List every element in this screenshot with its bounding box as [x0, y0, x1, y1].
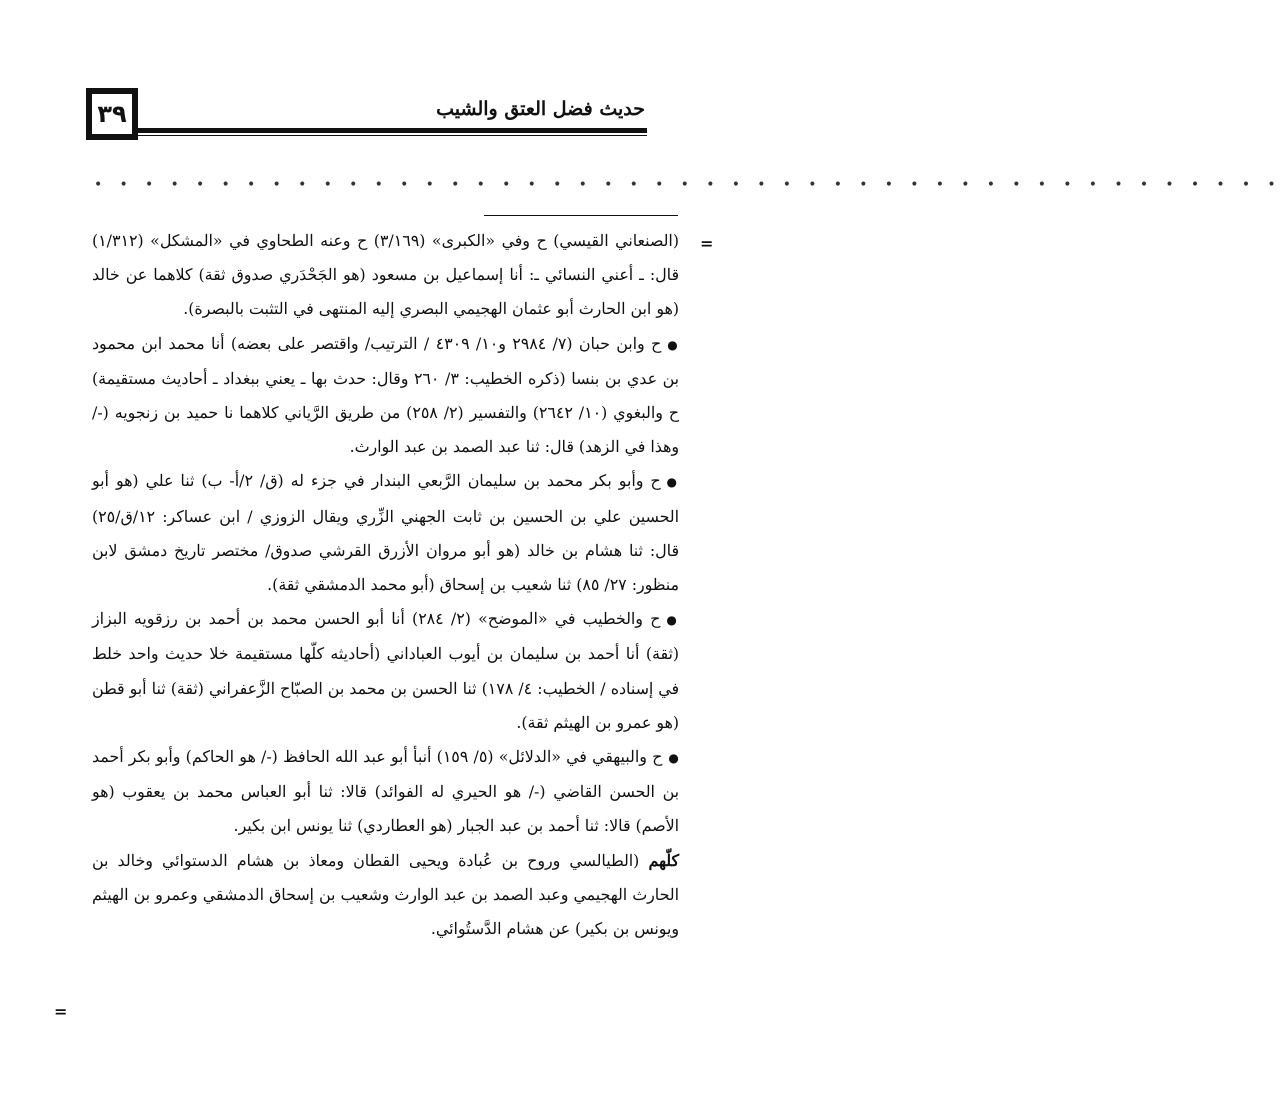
paragraph-6-keyword: كلّهم — [648, 850, 679, 870]
bullet-icon: ● — [666, 475, 679, 490]
margin-mark-bottom: = — [54, 1002, 68, 1021]
paragraph-3-text: ح وأبو بكر محمد بن سليمان الرَّبعي البندار في جزء له (ق/ ٢/أ- ب) ثنا علي (هو أبو الحسين علي بن الحسين بن ثابت الجهني الزِّري ويقال الزوزي / ابن عساكر: ١٢/ق/٢٥) قال: ثنا هشام بن خالد (هو أبو مروان الأزرق القرشي صدوق/ مختصر تاريخ دمشق لابن منظور: ٢٧/ ٨٥) ثنا شعيب بن إسحاق (أبو محمد الدمشقي ثقة). — [92, 471, 679, 595]
margin-mark-top: = — [700, 234, 714, 253]
paragraph-2-text: ح وابن حبان (٧/ ٢٩٨٤ و١٠/ ٤٣٠٩ / الترتيب/ واقتصر على بعضه) أنا محمد ابن محمود بن عدي بن بنسا (ذكره الخطيب: ٣/ ٢٦٠ وقال: حدث بها ـ يعني ببغداد ـ أحاديث مستقيمة) ح والبغوي (١٠/ ٢٦٤٢) والتفسير (٢/ ٢٥٨) من طريق الرَّياني كلاهما نا حميد بن زنجويه (-/ وهذا في الزهد) قال: ثنا عبد الصمد بن عبد الوارث. — [92, 333, 679, 457]
dot-separator: • • • • • • • • • • • • • • • • • • • • • • • • • • • • • • • • • • • • • • • • • • • • • • • — [94, 177, 1282, 193]
header-rule-thick — [138, 128, 647, 133]
paragraph-6 — [92, 844, 679, 947]
footnote-rule — [484, 215, 678, 216]
header-rule-thin — [138, 135, 647, 136]
body-text — [92, 224, 679, 946]
paragraph-5-text: ح والبيهقي في «الدلائل» (٥/ ١٥٩) أنبأ أبو عبد الله الحافظ (-/ هو الحاكم) وأبو بكر أحمد بن الحسن القاضي (-/ هو الحيري له الفوائد) قالا: ثنا أبو العباس محمد بن يعقوب (هو الأصم) قالا: ثنا أحمد بن عبد الجبار (هو العطاردي) ثنا يونس ابن بكير. — [92, 747, 679, 836]
paragraph-2 — [92, 327, 679, 465]
page-number: ٣٩ — [97, 100, 127, 128]
paragraph-1: (الصنعاني القيسي) ح وفي «الكبرى» (٣/١٦٩) ح وعنه الطحاوي في «المشكل» (١/٣١٢) قال: ـ أعني النسائي ـ: أنا إسماعيل بن مسعود (هو الجَحْدَري صدوق ثقة) كلاهما عن خالد (هو ابن الحارث أبو عثمان الهجيمي البصري إليه المنتهى في التثبت بالبصرة). — [92, 231, 679, 319]
paragraph-6-text: (الطيالسي وروح بن عُبادة ويحيى القطان ومعاذ بن هشام الدستوائي وخالد بن الحارث الهجيمي وعبد الصمد بن عبد الوارث وشعيب بن إسحاق الدمشقي وعمرو بن الهيثم ويونس بن بكير) عن هشام الدَّستُوائي. — [92, 850, 679, 939]
bullet-icon: ● — [668, 751, 679, 766]
paragraph-3 — [92, 464, 679, 602]
bullet-icon: ● — [666, 613, 680, 628]
paragraph-4 — [92, 602, 679, 740]
paragraph-4-text: ح والخطيب في «الموضح» (٢/ ٢٨٤) أنا أبو الحسن محمد بن أحمد بن رزقويه البزاز (ثقة) أنا أحمد بن سليمان بن أيوب العباداني (أحاديثه كلّها مستقيمة خلا حديث واحد خلط في إسناده / الخطيب: ٤/ ١٧٨) ثنا الحسن بن محمد بن الصبّاح الزَّعفراني (ثقة) ثنا أبو قطن (هو عمرو بن الهيثم ثقة). — [92, 609, 680, 732]
bullet-icon: ● — [667, 337, 680, 352]
running-title: حديث فضل العتق والشيب — [436, 98, 645, 120]
paragraph-5 — [92, 740, 679, 844]
page-number-box — [86, 88, 138, 140]
